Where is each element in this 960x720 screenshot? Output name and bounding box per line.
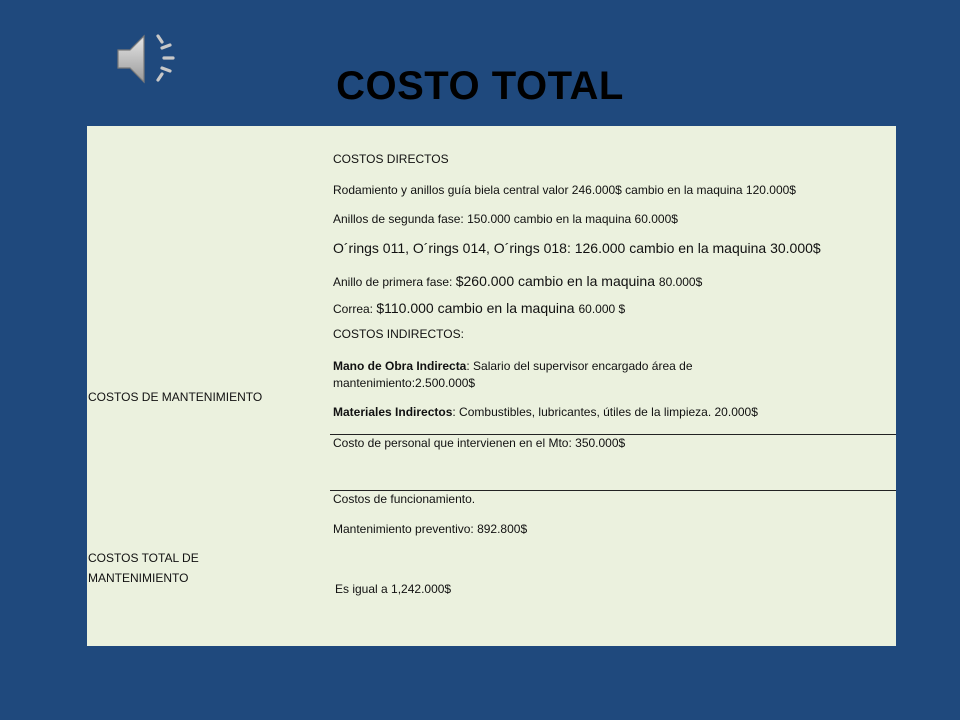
divider <box>330 490 896 491</box>
indirect-labor-line2: mantenimiento:2.500.000$ <box>333 376 476 390</box>
indirect-costs-header: COSTOS INDIRECTOS: <box>333 327 464 341</box>
item-text: Correa: <box>333 302 377 316</box>
total-costs-label-line1: COSTOS TOTAL DE <box>88 551 199 565</box>
direct-cost-item: Rodamiento y anillos guía biela central valor 246.000$ cambio en la maquina 120.000$ <box>333 183 796 197</box>
indirect-labor-label: Mano de Obra Indirecta <box>333 359 467 373</box>
direct-cost-item: O´rings 011, O´rings 014, O´rings 018: 126.000 cambio en la maquina 30.000$ <box>333 240 821 256</box>
item-text: Anillo de primera fase: <box>333 275 456 289</box>
indirect-labor-text: : Salario del supervisor encargado área de <box>466 359 693 373</box>
item-text: $260.000 cambio en la maquina <box>455 273 659 289</box>
item-text: $110.000 cambio en la maquina <box>376 300 579 316</box>
direct-cost-item: Anillos de segunda fase: 150.000 cambio en la maquina 60.000$ <box>333 212 678 226</box>
total-cost-value: Es igual a 1,242.000$ <box>335 582 452 596</box>
cost-table-panel <box>87 126 896 646</box>
indirect-labor-line <box>333 359 693 373</box>
item-text: 80.000$ <box>658 275 703 289</box>
slide-title: COSTO TOTAL <box>336 64 624 108</box>
operating-costs-header: Costos de funcionamiento. <box>333 492 476 506</box>
indirect-materials-text: : Combustibles, lubricantes, útiles de la limpieza. 20.000$ <box>452 405 758 419</box>
direct-cost-item <box>333 273 702 291</box>
indirect-materials-line <box>333 405 758 419</box>
item-text: 60.000 $ <box>578 302 626 316</box>
divider <box>330 434 896 435</box>
personnel-cost: Costo de personal que intervienen en el Mto: 350.000$ <box>333 436 626 450</box>
direct-costs-header: COSTOS DIRECTOS <box>333 152 449 166</box>
total-costs-label-line2: MANTENIMIENTO <box>88 571 189 585</box>
preventive-maintenance: Mantenimiento preventivo: 892.800$ <box>333 522 528 536</box>
indirect-materials-label: Materiales Indirectos <box>333 405 453 419</box>
direct-cost-item <box>333 300 625 318</box>
maintenance-costs-label: COSTOS DE MANTENIMIENTO <box>88 390 263 404</box>
